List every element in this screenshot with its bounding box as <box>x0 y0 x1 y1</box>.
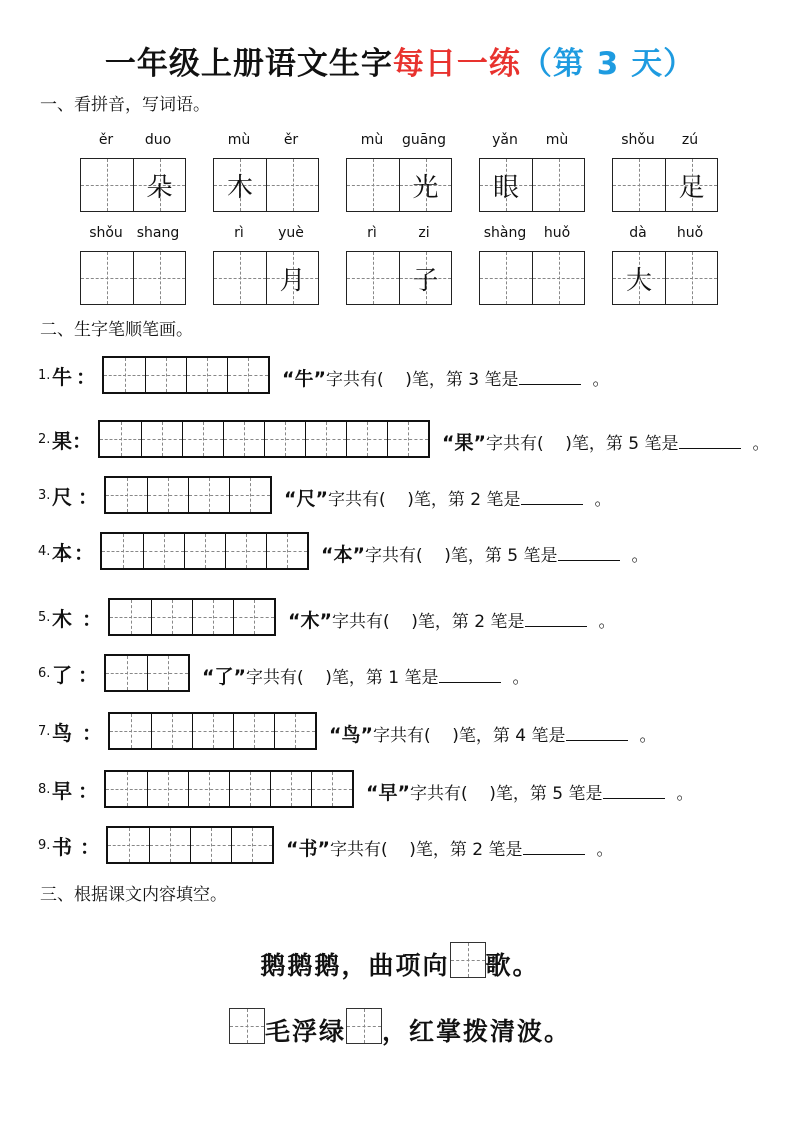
item-number: 4. <box>38 544 51 559</box>
char-text <box>214 252 266 304</box>
pinyin-syllable: mù <box>360 132 384 148</box>
question-end: 。 <box>631 546 649 566</box>
word-grid <box>479 251 585 305</box>
char-text <box>533 159 584 211</box>
stroke-cell[interactable] <box>190 828 231 862</box>
answer-cell[interactable] <box>665 252 717 304</box>
answer-cell[interactable] <box>133 252 185 304</box>
item-number: 6. <box>38 666 51 681</box>
given-char-cell <box>399 159 451 211</box>
question-text-2: )笔，第 5 笔是 <box>444 546 558 566</box>
stroke-cell[interactable] <box>231 828 272 862</box>
char-text <box>134 252 185 304</box>
poem-line-2-text: 毛浮绿 <box>264 1017 346 1046</box>
pinyin-syllable: shǒu <box>89 225 123 241</box>
answer-cell[interactable] <box>81 252 133 304</box>
stroke-question <box>282 364 610 391</box>
stroke-cell[interactable] <box>110 600 151 634</box>
char-text <box>533 252 584 304</box>
stroke-cell[interactable] <box>311 772 352 806</box>
stroke-cell[interactable] <box>305 422 346 456</box>
stroke-cell[interactable] <box>143 534 184 568</box>
pinyin-syllable: huǒ <box>676 225 704 241</box>
question-text-2: )笔，第 2 笔是 <box>409 840 523 860</box>
stroke-cell[interactable] <box>110 714 151 748</box>
question-text-1: 字共有( <box>485 434 544 454</box>
question-text-2: )笔，第 5 笔是 <box>489 784 603 804</box>
section3-heading: 三、根据课文内容填空。 <box>40 885 227 905</box>
item-number: 1. <box>38 368 51 383</box>
stroke-cell[interactable] <box>270 772 311 806</box>
word-grid <box>346 251 452 305</box>
stroke-cell[interactable] <box>225 534 266 568</box>
answer-blank[interactable] <box>679 434 741 449</box>
answer-cell[interactable] <box>214 252 266 304</box>
given-char-cell <box>214 159 266 211</box>
answer-cell[interactable] <box>81 159 133 211</box>
pinyin-syllable: dà <box>629 225 647 241</box>
count-blank[interactable] <box>431 726 453 746</box>
answer-box[interactable] <box>346 1008 382 1044</box>
question-end: 。 <box>598 612 616 632</box>
stroke-item <box>38 712 778 752</box>
word-grid <box>80 158 186 212</box>
item-char: 木 <box>52 607 72 631</box>
word-grid <box>612 251 718 305</box>
char-text: 足 <box>678 172 705 203</box>
stroke-question <box>366 778 694 805</box>
quoted-char: “木” <box>288 610 332 632</box>
stroke-question <box>329 720 657 747</box>
char-text: 子 <box>412 265 439 296</box>
given-char-cell <box>133 159 185 211</box>
stroke-question <box>321 540 649 567</box>
given-char-cell <box>399 252 451 304</box>
stroke-cell[interactable] <box>192 600 233 634</box>
pinyin-syllable: shàng <box>483 225 527 241</box>
given-char-cell <box>613 252 665 304</box>
stroke-cell[interactable] <box>106 772 147 806</box>
answer-blank[interactable] <box>521 490 583 505</box>
stroke-item <box>38 770 778 810</box>
colon: ： <box>76 365 96 389</box>
question-text-2: )笔，第 4 笔是 <box>452 726 566 746</box>
stroke-cell[interactable] <box>346 422 387 456</box>
colon: ： <box>74 541 94 565</box>
quoted-char: “牛” <box>282 368 326 390</box>
question-text-1: 字共有( <box>329 840 388 860</box>
stroke-cell[interactable] <box>151 600 192 634</box>
section2-heading: 二、生字笔顺笔画。 <box>40 320 193 340</box>
item-number: 7. <box>38 724 51 739</box>
item-char: 书 <box>52 835 72 859</box>
pinyin-syllable: mù <box>227 132 251 148</box>
answer-blank[interactable] <box>525 612 587 627</box>
answer-blank[interactable] <box>558 546 620 561</box>
question-text-1: 字共有( <box>331 612 390 632</box>
item-char: 鸟 <box>52 721 72 745</box>
pinyin-syllable: guāng <box>401 132 447 148</box>
answer-box[interactable] <box>450 942 486 978</box>
stroke-cell[interactable] <box>147 656 188 690</box>
title-main: 一年级上册语文生字 <box>104 46 393 82</box>
question-text-1: 字共有( <box>325 370 384 390</box>
pinyin-syllable: zi <box>418 225 430 241</box>
given-char-cell <box>266 252 318 304</box>
answer-blank[interactable] <box>519 370 581 385</box>
stroke-cell[interactable] <box>192 714 233 748</box>
stroke-grid <box>108 712 317 750</box>
quoted-char: “书” <box>286 838 330 860</box>
colon: ： <box>72 429 92 453</box>
word-grid <box>612 158 718 212</box>
char-text: 眼 <box>492 172 519 203</box>
stroke-grid <box>106 826 274 864</box>
given-char-cell <box>480 159 532 211</box>
word-grid <box>346 158 452 212</box>
pinyin-syllable: huǒ <box>543 225 571 241</box>
poem-line-1-end: 歌。 <box>485 951 540 980</box>
answer-cell[interactable] <box>532 252 584 304</box>
stroke-question <box>202 662 530 689</box>
item-char: 了 <box>52 663 72 687</box>
answer-cell[interactable] <box>613 159 665 211</box>
answer-blank[interactable] <box>439 668 501 683</box>
pinyin-syllable: yuè <box>278 225 304 241</box>
stroke-grid <box>102 356 270 394</box>
char-text <box>613 159 665 211</box>
pinyin-syllable: ěr <box>283 132 299 148</box>
char-text <box>480 252 532 304</box>
char-text <box>267 159 318 211</box>
question-text-2: )笔，第 2 笔是 <box>411 612 525 632</box>
stroke-question <box>288 606 616 633</box>
colon: ： <box>78 663 98 687</box>
stroke-cell[interactable] <box>151 714 192 748</box>
answer-blank[interactable] <box>603 784 665 799</box>
title-day: （第 3 天） <box>520 46 696 82</box>
quoted-char: “尺” <box>284 488 328 510</box>
word-grid <box>80 251 186 305</box>
stroke-cell[interactable] <box>184 534 225 568</box>
char-text <box>347 159 399 211</box>
answer-box[interactable] <box>229 1008 265 1044</box>
colon: ： <box>78 485 98 509</box>
given-char-cell <box>665 159 717 211</box>
stroke-cell[interactable] <box>227 358 268 392</box>
item-number: 3. <box>38 488 51 503</box>
question-end: 。 <box>512 668 530 688</box>
pinyin-syllable: rì <box>367 225 377 241</box>
pinyin-syllable: shǒu <box>621 132 655 148</box>
stroke-grid <box>104 654 190 692</box>
stroke-cell[interactable] <box>145 358 186 392</box>
stroke-item <box>38 654 778 694</box>
colon: ： <box>80 835 100 859</box>
question-text-1: 字共有( <box>327 490 386 510</box>
stroke-cell[interactable] <box>387 422 428 456</box>
stroke-cell[interactable] <box>149 828 190 862</box>
quoted-char: “本” <box>321 544 365 566</box>
word-grid <box>213 158 319 212</box>
stroke-grid <box>104 770 354 808</box>
item-char: 尺 <box>52 485 72 509</box>
count-blank[interactable] <box>390 612 412 632</box>
answer-cell[interactable] <box>480 252 532 304</box>
stroke-grid <box>104 476 272 514</box>
item-char: 牛 <box>52 365 72 389</box>
stroke-cell[interactable] <box>104 358 145 392</box>
question-text-1: 字共有( <box>372 726 431 746</box>
question-end: 。 <box>752 434 770 454</box>
stroke-item <box>38 420 778 460</box>
question-end: 。 <box>596 840 614 860</box>
count-blank[interactable] <box>388 840 410 860</box>
poem-line-2 <box>0 1008 800 1048</box>
answer-blank[interactable] <box>523 840 585 855</box>
question-text-2: )笔，第 5 笔是 <box>565 434 679 454</box>
stroke-cell[interactable] <box>182 422 223 456</box>
stroke-cell[interactable] <box>100 422 141 456</box>
poem-line-1-text: 鹅鹅鹅，曲项向 <box>260 951 450 980</box>
stroke-cell[interactable] <box>147 478 188 512</box>
char-text: 木 <box>226 172 253 203</box>
quoted-char: “果” <box>442 432 486 454</box>
answer-cell[interactable] <box>532 159 584 211</box>
poem-line-1 <box>0 942 800 982</box>
stroke-cell[interactable] <box>147 772 188 806</box>
stroke-question <box>286 834 614 861</box>
item-number: 9. <box>38 838 51 853</box>
stroke-item <box>38 476 778 516</box>
stroke-cell[interactable] <box>108 828 149 862</box>
pinyin-syllable: ěr <box>98 132 114 148</box>
colon: ： <box>82 607 102 631</box>
stroke-grid <box>98 420 430 458</box>
stroke-cell[interactable] <box>141 422 182 456</box>
quoted-char: “了” <box>202 666 246 688</box>
stroke-item <box>38 532 778 572</box>
answer-cell[interactable] <box>347 252 399 304</box>
title-daily: 每日一练 <box>392 46 521 82</box>
answer-cell[interactable] <box>347 159 399 211</box>
stroke-cell[interactable] <box>229 478 270 512</box>
stroke-cell[interactable] <box>264 422 305 456</box>
question-end: 。 <box>676 784 694 804</box>
answer-blank[interactable] <box>566 726 628 741</box>
stroke-cell[interactable] <box>274 714 315 748</box>
char-text: 月 <box>279 265 306 296</box>
question-text-1: 字共有( <box>364 546 423 566</box>
stroke-cell[interactable] <box>266 534 307 568</box>
colon: ： <box>78 779 98 803</box>
char-text <box>347 252 399 304</box>
question-end: 。 <box>592 370 610 390</box>
poem-line-2-end: ，红掌拨清波。 <box>382 1017 572 1046</box>
item-number: 5. <box>38 610 51 625</box>
stroke-cell[interactable] <box>229 772 270 806</box>
item-number: 2. <box>38 432 51 447</box>
question-text-2: )笔，第 1 笔是 <box>325 668 439 688</box>
word-grid <box>479 158 585 212</box>
stroke-cell[interactable] <box>233 714 274 748</box>
stroke-question <box>284 484 612 511</box>
section1-heading: 一、看拼音，写词语。 <box>40 95 210 115</box>
question-text-1: 字共有( <box>245 668 304 688</box>
stroke-cell[interactable] <box>106 478 147 512</box>
item-number: 8. <box>38 782 51 797</box>
item-char: 早 <box>52 779 72 803</box>
stroke-item <box>38 356 778 396</box>
question-text-1: 字共有( <box>409 784 468 804</box>
stroke-cell[interactable] <box>223 422 264 456</box>
colon: ： <box>82 721 102 745</box>
question-end: 。 <box>639 726 657 746</box>
word-grid <box>213 251 319 305</box>
item-char: 果 <box>52 429 72 453</box>
stroke-grid <box>108 598 276 636</box>
question-end: 。 <box>594 490 612 510</box>
count-blank[interactable] <box>468 784 490 804</box>
count-blank[interactable] <box>544 434 566 454</box>
pinyin-syllable: mù <box>545 132 569 148</box>
count-blank[interactable] <box>386 490 408 510</box>
pinyin-syllable: yǎn <box>492 132 518 148</box>
char-text <box>81 252 133 304</box>
char-text <box>666 252 717 304</box>
question-text-2: )笔，第 3 笔是 <box>405 370 519 390</box>
stroke-item <box>38 826 778 866</box>
answer-cell[interactable] <box>266 159 318 211</box>
stroke-grid <box>100 532 309 570</box>
char-text: 大 <box>625 265 652 296</box>
stroke-cell[interactable] <box>186 358 227 392</box>
count-blank[interactable] <box>384 370 406 390</box>
stroke-cell[interactable] <box>233 600 274 634</box>
stroke-cell[interactable] <box>106 656 147 690</box>
item-char: 本 <box>52 541 72 565</box>
pinyin-syllable: shang <box>136 225 180 241</box>
char-text <box>81 159 133 211</box>
stroke-cell[interactable] <box>188 772 229 806</box>
page-title <box>0 38 800 83</box>
question-text-2: )笔，第 2 笔是 <box>407 490 521 510</box>
char-text: 朵 <box>146 172 173 203</box>
quoted-char: “鸟” <box>329 724 373 746</box>
pinyin-syllable: rì <box>234 225 244 241</box>
count-blank[interactable] <box>423 546 445 566</box>
count-blank[interactable] <box>304 668 326 688</box>
pinyin-syllable: zú <box>681 132 699 148</box>
stroke-cell[interactable] <box>102 534 143 568</box>
stroke-item <box>38 598 778 638</box>
char-text: 光 <box>412 172 439 203</box>
pinyin-syllable: duo <box>144 132 172 148</box>
quoted-char: “早” <box>366 782 410 804</box>
stroke-question <box>442 428 770 455</box>
stroke-cell[interactable] <box>188 478 229 512</box>
